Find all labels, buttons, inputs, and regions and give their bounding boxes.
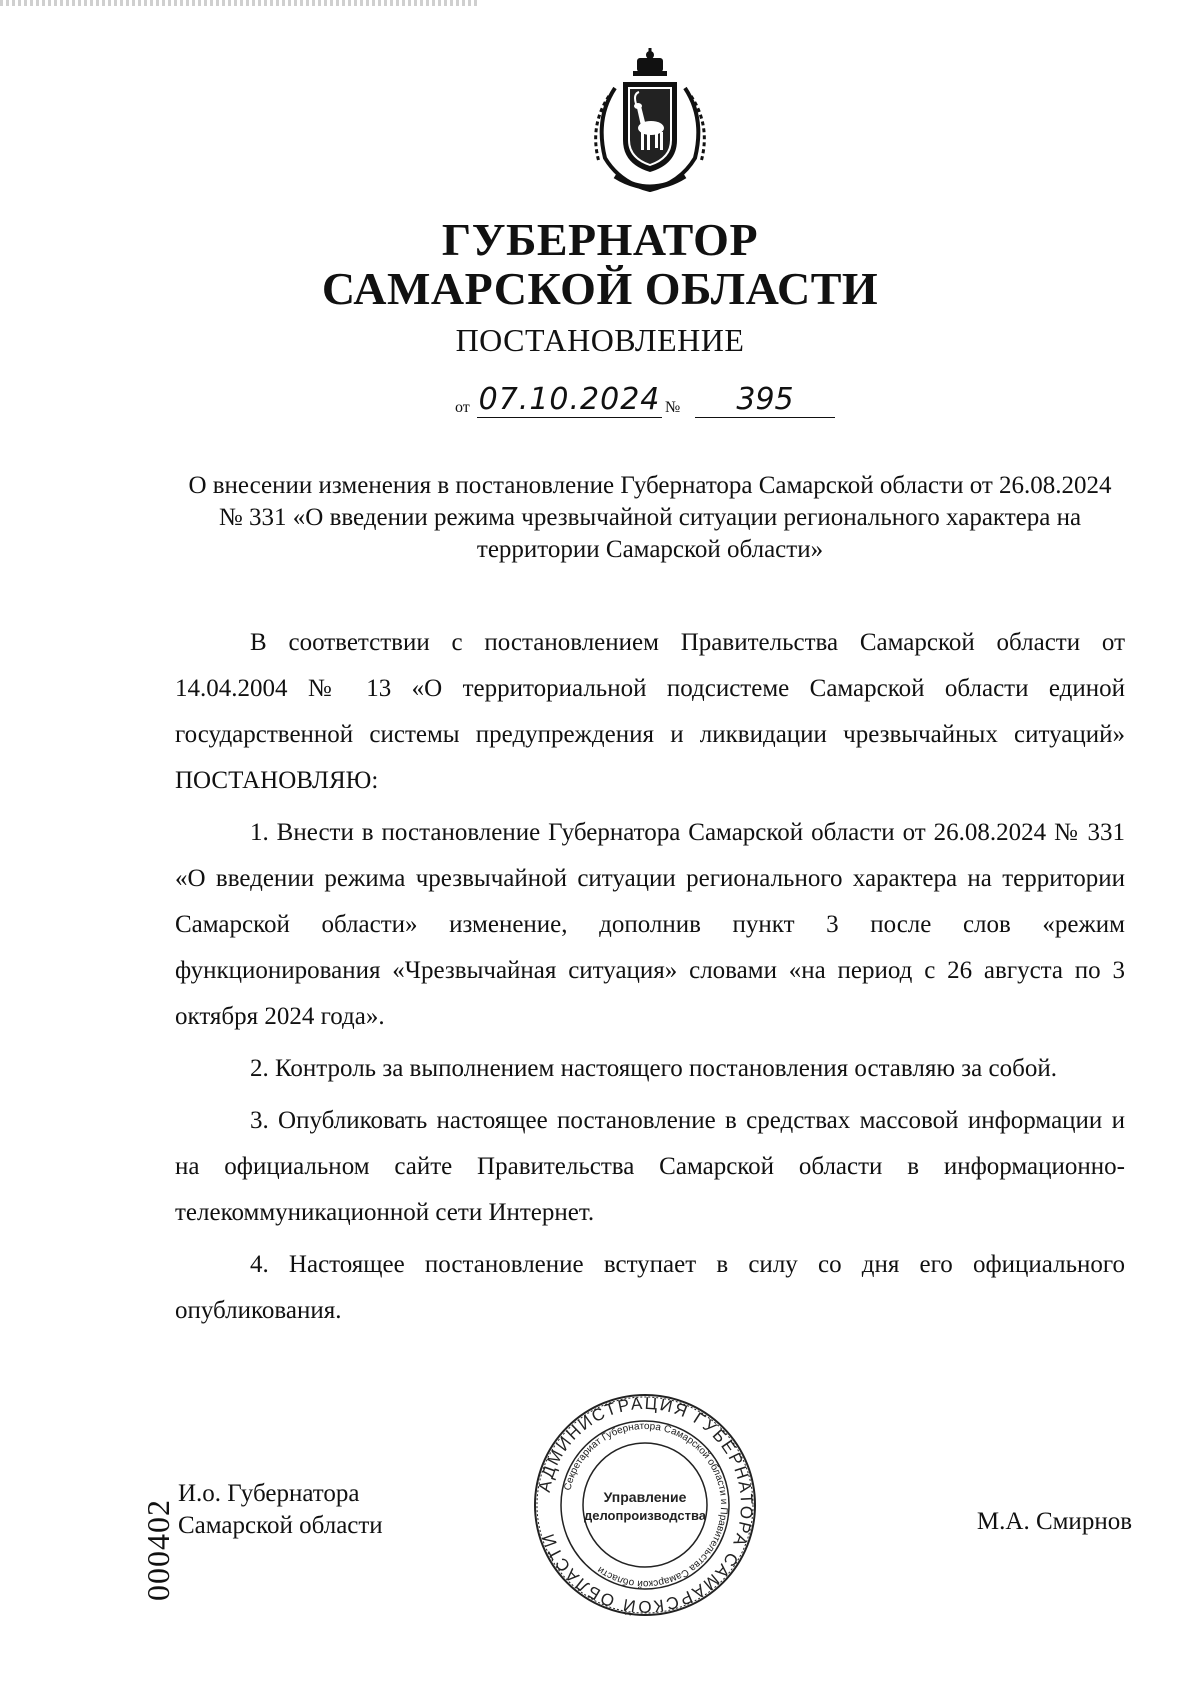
official-stamp: [530, 1390, 760, 1620]
coat-of-arms-icon: [585, 48, 715, 198]
document-type: ПОСТАНОВЛЕНИЕ: [455, 322, 745, 358]
signatory-position-line2: Самарской области: [178, 1512, 383, 1539]
stamp-center-line1: Управление: [603, 1489, 687, 1505]
number-sign: №: [665, 399, 681, 416]
issuer-title-line2: САМАРСКОЙ ОБЛАСТИ: [321, 263, 879, 314]
scan-edge-artifact: [0, 0, 480, 6]
document-body: [175, 620, 1125, 1340]
stamp-outer-text: АДМИНИСТРАЦИЯ ГУБЕРНАТОРА САМАРСКОЙ ОБЛАСТИ: [534, 1393, 757, 1617]
item-paragraph-2: 2. Контроль за выполнением настоящего постановления оставляю за собой.: [250, 1055, 1057, 1082]
serial-number: 000402: [140, 1499, 176, 1601]
signatory-position: [178, 1478, 383, 1542]
document-subject: О внесении изменения в постановление Губернатора Самарской области от 26.08.2024 № 331 «О введении режима чрезвычайной ситуации регионального характера на территории Самарской области»: [188, 472, 1112, 563]
signatory-position-line1: И.о. Губернатора: [178, 1480, 360, 1507]
signatory-name: М.А. Смирнов: [976, 1508, 1132, 1535]
item-paragraph-1: 1. Внести в постановление Губернатора Самарской области от 26.08.2024 № 331 «О введении режима чрезвычайной ситуации регионального характера на территории Самарской области» изменение, дополнив пункт 3 после слов «режим функционирования «Чрезвычайная ситуация» словами «на период с 26 августа по 3 октября 2024 года».: [175, 819, 1125, 1030]
document-number: 395: [695, 383, 835, 418]
item-paragraph-4: 4. Настоящее постановление вступает в силу со дня его официального опубликования.: [175, 1251, 1125, 1324]
stamp-inner-text: Секретариат Губернатора Самарской области и Правительства Самарской области: [562, 1420, 730, 1590]
document-date: 07.10.2024: [478, 382, 661, 417]
stamp-center-line2: делопроизводства: [583, 1508, 707, 1523]
date-prefix: от: [455, 399, 470, 416]
issuer-title-line1: ГУБЕРНАТОР: [441, 214, 759, 265]
item-paragraph-3: 3. Опубликовать настоящее постановление в средствах массовой информации и на официальном сайте Правительства Самарской области в информационно-телекоммуникационной сети Интернет.: [175, 1107, 1125, 1226]
preamble-paragraph: В соответствии с постановлением Правительства Самарской области от 14.04.2004 № 13 «О территориальной подсистеме Самарской области единой государственной системы предупреждения и ликвидации чрезвычайных ситуаций» ПОСТАНОВЛЯЮ:: [175, 629, 1125, 794]
